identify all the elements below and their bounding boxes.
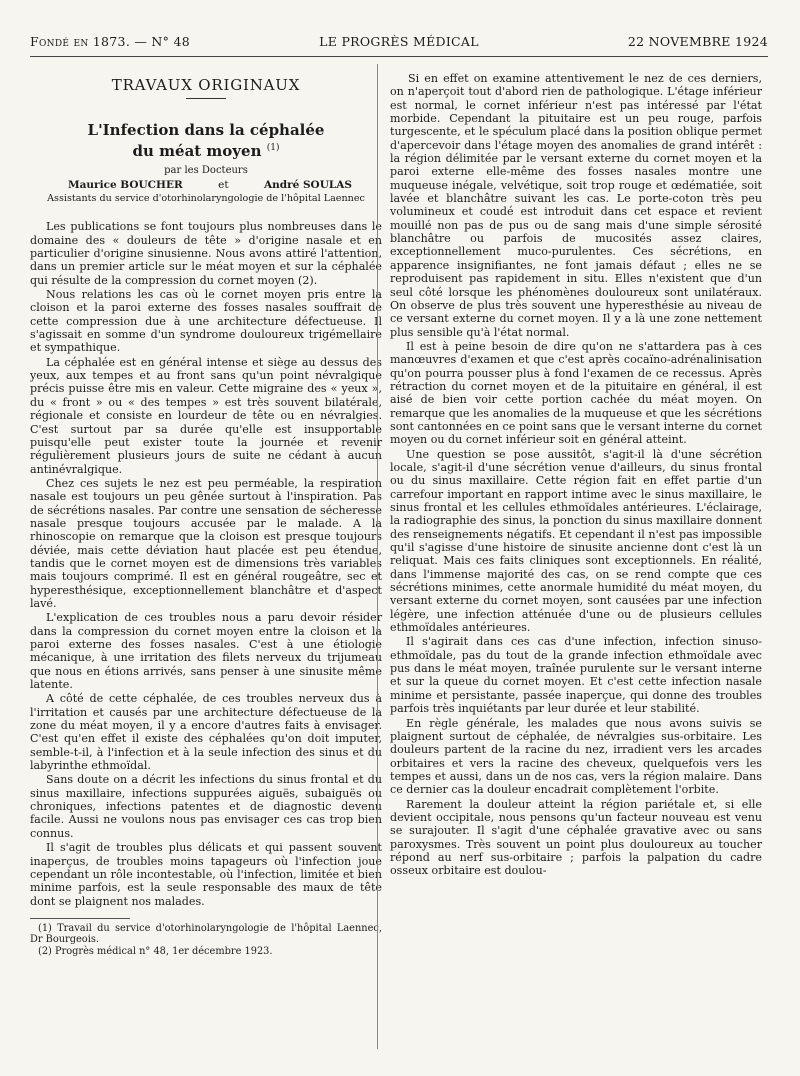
- section-title: TRAVAUX ORIGINAUX: [111, 76, 301, 94]
- paragraph: Rarement la douleur atteint la région pariétale et, si elle devient occipitale, nous pensons qu'un facteur nouveau est venu se surajouter. Il s'agit d'une céphalée gravative avec ou sans paroxysmes. Très souvent un point plus douloureux au toucher répond au nerf sus-orbitaire ; parfois la palpation du cadre osseux orbitaire est doulou-: [390, 797, 762, 878]
- masthead: [30, 34, 768, 52]
- paragraph: L'explication de ces troubles nous a paru devoir résider dans la compression du cornet moyen entre la cloison et la paroi externe des fosses nasales. C'est à une étiologie mécanique, à une irritation des filets nerveux du trijumeau que nous en étions arrivés, sans penser à une sinusite même latente.: [30, 611, 382, 692]
- authors: [30, 179, 382, 192]
- title-footnote-ref[interactable]: (1): [266, 143, 280, 154]
- journal-name: LE PROGRÈS MÉDICAL: [319, 34, 479, 49]
- column-divider: [377, 64, 378, 1049]
- title-line-1: L'Infection dans la céphalée: [87, 121, 325, 140]
- header-rule: [30, 56, 768, 57]
- paragraph: Sans doute on a décrit les infections du sinus frontal et du sinus maxillaire, infections suppurées aiguës, subaiguës ou chroniques, infections patentes et de diagnostic devenu facile. Aussi ne voulons nous pas envisager ces cas trop bien connus.: [30, 773, 382, 840]
- right-column: [390, 72, 762, 878]
- author-boucher: Maurice BOUCHER: [68, 179, 183, 192]
- title-line-2: [30, 139, 382, 160]
- footnote-2: (2) Progrès médical n° 48, 1er décembre 1923.: [38, 945, 273, 957]
- footnote-1: (1) Travail du service d'otorhinolaryngologie de l'hôpital Laennec, Dr Bourgeois.: [30, 922, 382, 946]
- paragraph: En règle générale, les malades que nous avons suivis se plaignent surtout de céphalée, de névralgies sus-orbitaire. Les douleurs partent de la racine du nez, irradient vers les arcades orbitaires et vers la racine des cheveux, quelquefois vers les tempes et aussi, dans un de nos cas, vers la région malaire. Dans ce dernier cas la douleur encadrait complètement l'orbite.: [390, 716, 762, 797]
- author-conjunction: et: [218, 179, 229, 192]
- article-title: [30, 121, 382, 160]
- paragraph: Nous relations les cas où le cornet moyen pris entre la cloison et la paroi externe des fosses nasales souffrait de cette compression due à une architecture défectueuse. Il s'agissait en somme d'un syndrome douloureux trigémellaire et sympathique.: [30, 288, 382, 355]
- founding-issue: Fondé en 1873. — N° 48: [30, 34, 191, 49]
- paragraph: Si en effet on examine attentivement le nez de ces derniers, on n'aperçoit tout d'abord rien de pathologique. L'étage inférieur est normal, le cornet inférieur n'est pas intéressé par l'état morbide. Cependant la pituitaire est un peu rouge, parfois turgescente, et le spéculum placé dans la position oblique permet d'apercevoir dans l'étage moyen des anomalies de grand intérêt : la région délimitée par le versant externe du cornet moyen et la paroi externe elle-même des fosses nasales montre une muqueuse inégale, velvétique, soit trop rouge et œdématiée, soit lavée et blanchâtre suivant les cas. Le porte-coton très peu volumineux et coudé est introduit dans cet espace et revient mouillé non pas de pus ou de sang mais d'une simple sérosité blanchâtre ou parfois de mucosités assez claires, exceptionnellement muco-purulentes. Ces sécrétions, en apparence insignifiantes, ne font jamais défaut ; elles ne se reproduisent pas rapidement in situ. Elles n'existent que d'un seul côté lorsque les phénomènes douloureux sont unilatéraux. On observe de plus très souvent une hyperesthésie au niveau de ce versant externe du cornet moyen. Il y a là une zone nettement plus sensible qu'à l'état normal.: [390, 72, 762, 339]
- author-soulas: André SOULAS: [263, 179, 352, 192]
- paragraph: Il s'agirait dans ces cas d'une infection, infection sinuso-ethmoïdale, pas du tout de la grande infection ethmoïdale avec pus dans le méat moyen, traînée purulente sur le versant interne et sur la queue du cornet moyen. Et c'est cette infection nasale minime et persistante, passée inaperçue, qui donne des troubles parfois très inquiétants par leur durée et leur stabilité.: [390, 635, 762, 716]
- paragraph: Les publications se font toujours plus nombreuses dans le domaine des « douleurs de tête » d'origine nasale et en particulier d'origine sinusienne. Nous avons attiré l'attention, dans un premier article sur le méat moyen et sur la céphalée qui résulte de la compression du cornet moyen (2).: [30, 220, 382, 287]
- title-line-2-text: du méat moyen: [132, 142, 262, 161]
- paragraph: A côté de cette céphalée, de ces troubles nerveux dus à l'irritation et causés par une architecture défectueuse de la zone du méat moyen, il y a encore d'autres faits à envisager. C'est qu'en effet il existe des céphalées qu'on doit imputer, semble-t-il, à l'infection et à la seule infection des sinus et du labyrinthe ethmoïdal.: [30, 692, 382, 773]
- paragraph: Il est à peine besoin de dire qu'on ne s'attardera pas à ces manœuvres d'examen et que c'est après cocaïno-adrénalinisation qu'on pourra pousser plus à fond l'examen de ce recessus. Après rétraction du cornet moyen et de la pituitaire en général, il est aisé de bien voir cette portion cachée du méat moyen. On remarque que les anomalies de la muqueuse et que les sécrétions sont cantonnées en ce point sans que le versant interne du cornet moyen ou du cornet inférieur soit en général atteint.: [390, 339, 762, 447]
- footnote-rule: [30, 918, 130, 919]
- left-column: [30, 64, 382, 957]
- byline: par les Docteurs: [164, 165, 248, 177]
- paragraph: Une question se pose aussitôt, s'agit-il là d'une sécrétion locale, s'agit-il d'une sécrétion venue d'ailleurs, du sinus frontal ou du sinus maxillaire. Cette région fait en effet partie d'un carrefour important en rapport intime avec le sinus maxillaire, le sinus frontal et les cellules ethmoïdales antérieures. L'éclairage, la radiographie des sinus, la ponction du sinus maxillaire donnent des renseignements négatifs. Et cependant il n'est pas impossible qu'il s'agisse d'une histoire de sinusite ancienne dont c'est là un reliquat. Mais ces faits cliniques sont exceptionnels. En réalité, dans l'immense majorité des cas, on se rend compte que ces sécrétions minimes, cette anormale humidité du méat moyen, du versant externe du cornet moyen, sont causées par une infection légère, une infection atténuée d'une ou de plusieurs cellules ethmoïdales antérieures.: [390, 447, 762, 635]
- paragraph: La céphalée est en général intense et siège au dessus des yeux, aux tempes et au front sans qu'un point névralgique précis puisse être mis en valeur. Cette migraine des « yeux », du « front » ou « des tempes » est très souvent bilatérale, régionale et consiste en lourdeur de tête ou en névralgies. C'est surtout par sa durée qu'elle est insupportable puisqu'elle peut exister toute la journée et revenir régulièrement plusieurs jours de suite ne cédant à aucun antinévralgique.: [30, 355, 382, 476]
- paragraph: Chez ces sujets le nez est peu perméable, la respiration nasale est toujours un peu gênée surtout à l'inspiration. Pas de sécrétions nasales. Par contre une sensation de sécheresse nasale presque toujours accusée par le malade. A la rhinoscopie on remarque que la cloison est presque toujours déviée, mais cette déviation haut placée est peu étendue, tandis que le cornet moyen est de dimensions très variables mais toujours comprimé. Il est en général rougeâtre, sec et hyperesthésique, exceptionnellement blanchâtre et d'aspect lavé.: [30, 476, 382, 610]
- section-rule: [186, 98, 226, 99]
- paragraph: Il s'agit de troubles plus délicats et qui passent souvent inaperçus, de troubles moins tapageurs où l'infection joue cependant un rôle incontestable, où l'infection, limitée et bien minime parfois, est la seule responsable des maux de tête dont se plaignent nos malades.: [30, 841, 382, 908]
- issue-date: 22 NOVEMBRE 1924: [627, 34, 768, 49]
- affiliation: Assistants du service d'otorhinolaryngologie de l'hôpital Laennec: [47, 193, 365, 205]
